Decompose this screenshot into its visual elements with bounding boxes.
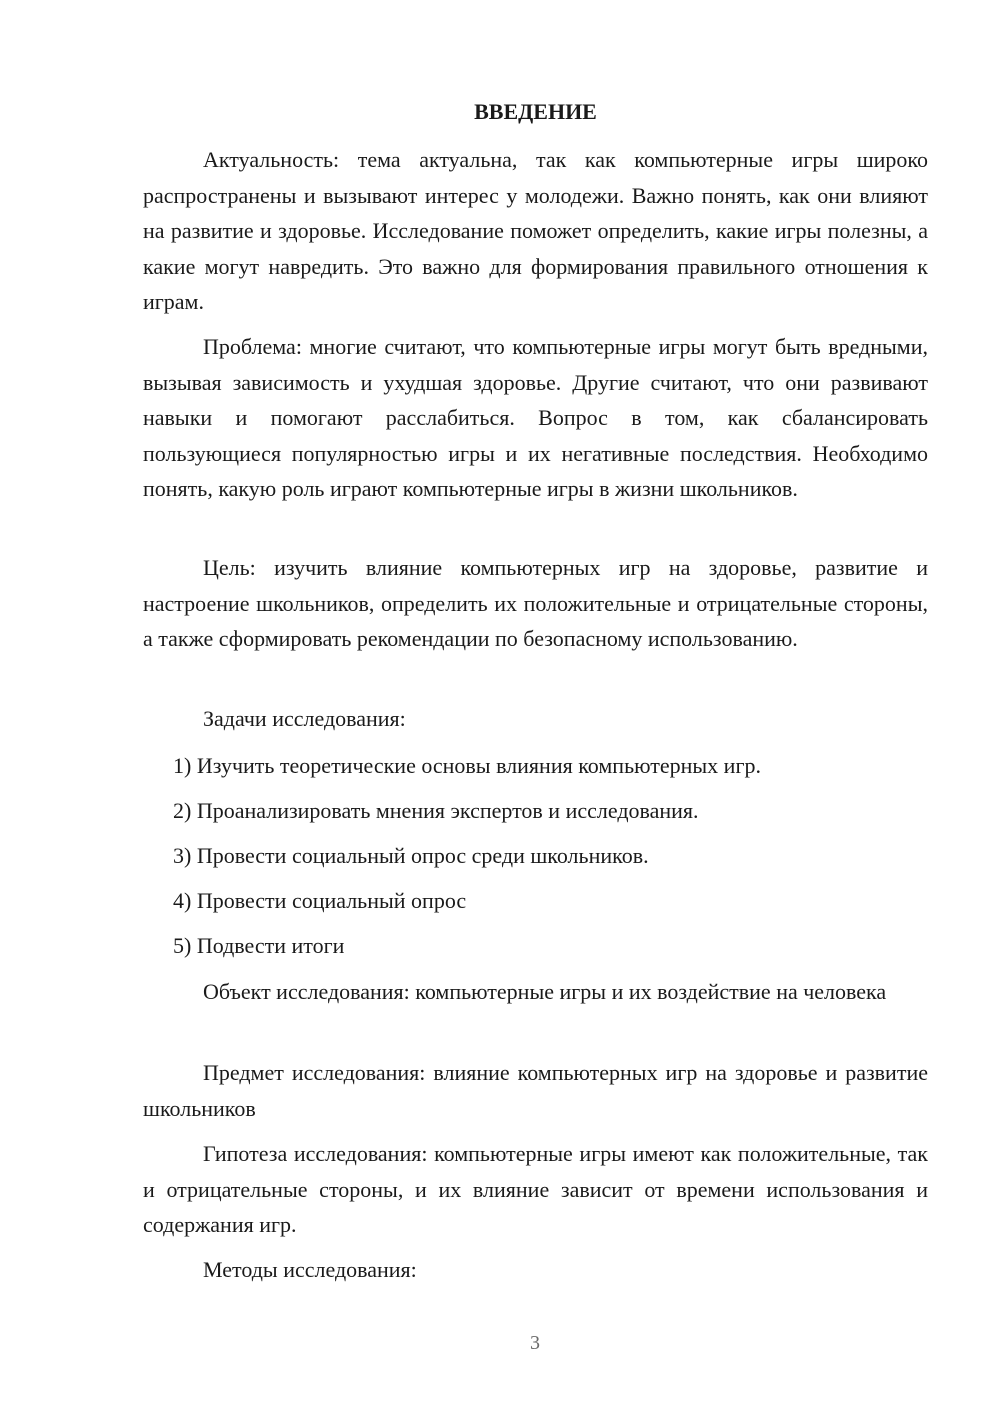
paragraph-tasks-heading: Задачи исследования: — [203, 706, 406, 731]
paragraph-relevance: Актуальность: тема актуальна, так как компьютерные игры широко распространены и вызывают интерес у молодежи. Важно понять, как они влияют на развитие и здоровье. Исследование поможет определить, какие игры полезны, а какие могут навредить. Это важно для формирования правильного отношения к играм. — [143, 147, 928, 314]
page-number: 3 — [530, 1332, 540, 1354]
paragraph-object: Объект исследования: компьютерные игры и их воздействие на человека — [203, 979, 887, 1004]
paragraph-subject: Предмет исследования: влияние компьютерных игр на здоровье и развитие школьников — [143, 1060, 928, 1121]
paragraph-problem: Проблема: многие считают, что компьютерные игры могут быть вредными, вызывая зависимость и ухудшая здоровье. Другие считают, что они развивают навыки и помогают расслабиться. Вопрос в том, как сбалансировать пользующиеся популярностью игры и их негативные последствия. Необходимо понять, какую роль играют компьютерные игры в жизни школьников. — [143, 334, 928, 501]
list-item: 1) Изучить теоретические основы влияния компьютерных игр. — [173, 753, 761, 778]
paragraph-methods: Методы исследования: — [203, 1257, 417, 1282]
page-title: ВВЕДЕНИЕ — [474, 99, 597, 124]
paragraph-goal: Цель: изучить влияние компьютерных игр на здоровье, развитие и настроение школьников, определить их положительные и отрицательные стороны, а также сформировать рекомендации по безопасному использованию. — [143, 555, 928, 651]
list-item: 4) Провести социальный опрос — [173, 888, 467, 913]
paragraph-hypothesis: Гипотеза исследования: компьютерные игры имеют как положительные, так и отрицательные стороны, и их влияние зависит от времени использования и содержания игр. — [143, 1141, 928, 1237]
list-item: 2) Проанализировать мнения экспертов и исследования. — [173, 798, 699, 823]
list-item: 3) Провести социальный опрос среди школьников. — [173, 843, 649, 868]
list-item: 5) Подвести итоги — [173, 933, 345, 958]
